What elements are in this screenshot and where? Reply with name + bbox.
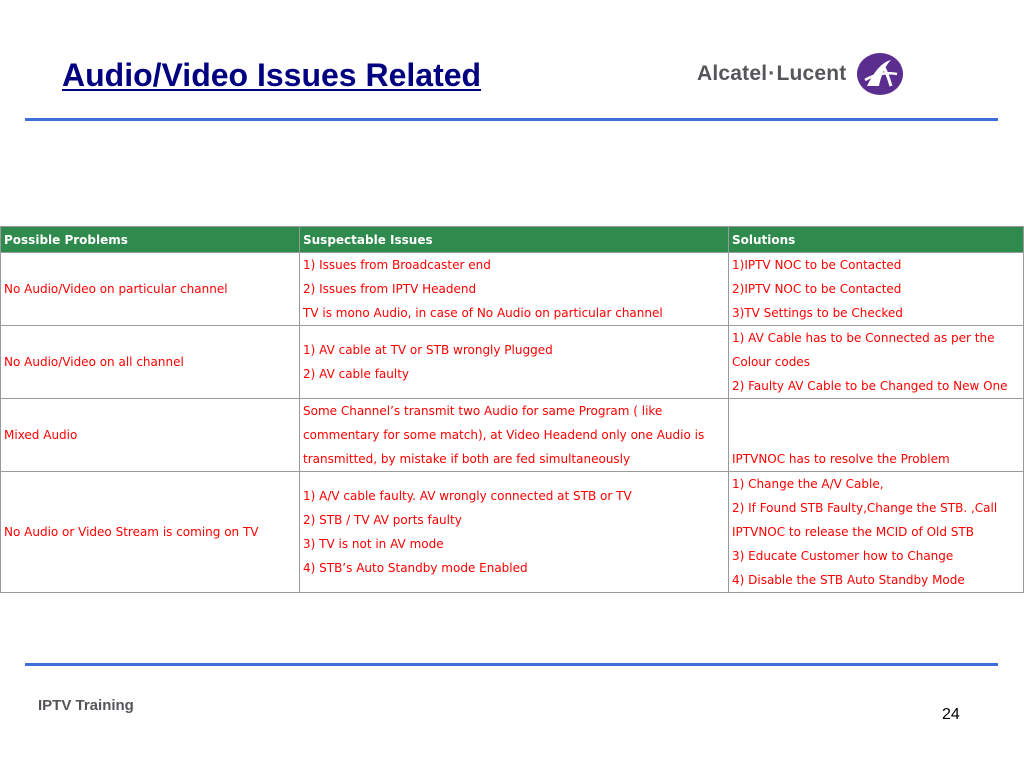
solution-line xyxy=(732,399,1020,423)
footer-label: IPTV Training xyxy=(38,697,134,714)
problem-cell: No Audio/Video on particular channel xyxy=(1,253,300,326)
logo-wordmark xyxy=(697,62,847,86)
table-row xyxy=(1,326,1024,399)
logo-separator: · xyxy=(768,62,776,85)
solution-line: 1)IPTV NOC to be Contacted xyxy=(732,258,902,272)
bottom-divider xyxy=(25,663,998,666)
solution-line: IPTVNOC has to resolve the Problem xyxy=(732,452,950,466)
logo-brand: Alcatel xyxy=(697,62,768,85)
page-number: 24 xyxy=(942,706,960,723)
issues-cell xyxy=(300,472,729,593)
issue-line: Some Channel’s transmit two Audio for same Program ( like xyxy=(303,404,663,418)
issues-cell xyxy=(300,253,729,326)
table-header-row xyxy=(1,227,1024,253)
solutions-cell xyxy=(729,472,1024,593)
alcatel-lucent-logo-icon xyxy=(855,52,905,96)
solution-line: Colour codes xyxy=(732,355,810,369)
solution-line: 2)IPTV NOC to be Contacted xyxy=(732,282,902,296)
solution-line: 3) Educate Customer how to Change xyxy=(732,549,954,563)
issue-line: 1) Issues from Broadcaster end xyxy=(303,258,491,272)
issue-line: 2) Issues from IPTV Headend xyxy=(303,282,477,296)
solutions-cell xyxy=(729,253,1024,326)
issues-cell xyxy=(300,399,729,472)
table-row xyxy=(1,472,1024,593)
issue-line: commentary for some match), at Video Headend only one Audio is xyxy=(303,428,705,442)
issue-line: 4) STB’s Auto Standby mode Enabled xyxy=(303,561,528,575)
issues-cell xyxy=(300,326,729,399)
problem-cell: Mixed Audio xyxy=(1,399,300,472)
slide-title: Audio/Video Issues Related xyxy=(62,57,482,93)
solution-line: 4) Disable the STB Auto Standby Mode xyxy=(732,573,965,587)
issue-line: 1) A/V cable faulty. AV wrongly connected at STB or TV xyxy=(303,489,632,503)
solutions-cell xyxy=(729,399,1024,472)
column-header-solutions: Solutions xyxy=(729,227,1024,253)
solution-line: IPTVNOC to release the MCID of Old STB xyxy=(732,525,974,539)
company-logo xyxy=(697,52,905,96)
column-header-issues: Suspectable Issues xyxy=(300,227,729,253)
issue-line: transmitted, by mistake if both are fed simultaneously xyxy=(303,452,631,466)
solution-line: 2) Faulty AV Cable to be Changed to New One xyxy=(732,379,1008,393)
column-header-problems: Possible Problems xyxy=(1,227,300,253)
issue-line: TV is mono Audio, in case of No Audio on particular channel xyxy=(303,306,663,320)
problem-cell: No Audio/Video on all channel xyxy=(1,326,300,399)
solutions-cell xyxy=(729,326,1024,399)
solution-line: 1) Change the A/V Cable, xyxy=(732,477,884,491)
solution-line xyxy=(732,423,1020,447)
table-row xyxy=(1,253,1024,326)
issue-line: 2) STB / TV AV ports faulty xyxy=(303,513,462,527)
issue-line: 3) TV is not in AV mode xyxy=(303,537,444,551)
issue-line: 1) AV cable at TV or STB wrongly Plugged xyxy=(303,343,553,357)
logo-brand2: Lucent xyxy=(776,62,847,85)
problem-cell: No Audio or Video Stream is coming on TV xyxy=(1,472,300,593)
top-divider xyxy=(25,118,998,121)
issues-table xyxy=(0,226,1024,593)
solution-line: 2) If Found STB Faulty,Change the STB. ,Call xyxy=(732,501,998,515)
solution-line: 3)TV Settings to be Checked xyxy=(732,306,903,320)
table-row xyxy=(1,399,1024,472)
issue-line: 2) AV cable faulty xyxy=(303,367,410,381)
solution-line: 1) AV Cable has to be Connected as per the xyxy=(732,331,995,345)
